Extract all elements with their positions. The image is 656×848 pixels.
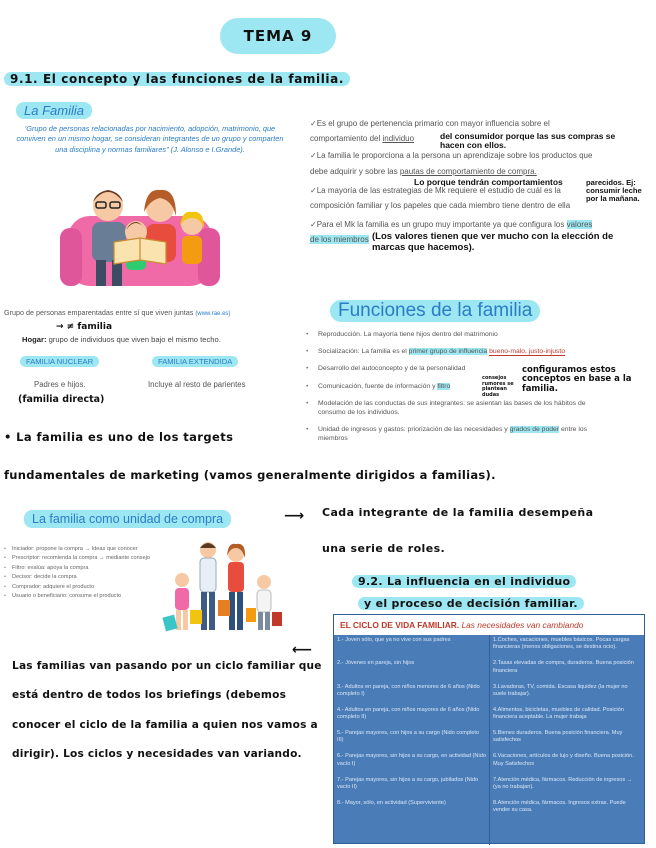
hogar-text: grupo de individuos que viven bajo el mismo techo. xyxy=(46,335,221,344)
cada-integrante-text: Cada integrante de la familia desempeña xyxy=(322,506,594,519)
section-heading-9-1: 9.1. El concepto y las funciones de la familia. xyxy=(4,72,350,86)
miembros-highlight: de los miembros xyxy=(310,235,369,245)
role-item: • Usuario o beneficiario: consume el producto xyxy=(4,593,174,599)
familia-heading: La Familia xyxy=(16,102,92,119)
individuo-link: individuo xyxy=(382,134,415,144)
ciclo-stage: 4.- Adultos en pareja, con niños mayores de 6 años (Nido completo II) xyxy=(337,706,480,721)
serie-roles-text: una serie de roles. xyxy=(322,542,446,555)
sentence-fundamentales: fundamentales de marketing (vamos generalmente dirigidos a familias). xyxy=(4,468,496,482)
resto-text: Incluye al resto de parientes xyxy=(148,380,246,389)
ciclo-need: 3.Lavadoras, TV, comida. Escasa liquidez (la mujer no suele trabajar). xyxy=(493,683,628,697)
arrow-left-icon: ⟵ xyxy=(292,642,313,658)
arrow-right-icon: ⟶ xyxy=(284,508,305,524)
check-item-3: ✓La mayoría de las estrategias de Mk requiere el estudio de cuál es la composición familiar y los papeles que cada miembro tiene dentro de ella parecidos. Ej: consumir leche por la mañana. xyxy=(310,183,650,213)
role-item: • Decisor: decide la compra xyxy=(4,574,174,580)
ciclo-need: 4.Alimentos, bicicletas, muebles de calidad. Posición financiera aceptable. La mujer trabaja xyxy=(493,706,624,721)
role-item: • Iniciador: propone la compra → Ideas que conocer xyxy=(4,546,174,552)
ciclo-need: 5.Bienes duraderos. Buena posición financiera. Muy satisfechos xyxy=(493,730,623,744)
checks-block xyxy=(310,116,650,253)
ciclo-need: 7.Atención médica, fármacos. Reducción de ingresos → (ya no trabajan). xyxy=(493,776,633,791)
note-consumidor: del consumidor porque las sus compras se hacen con ellos. xyxy=(440,131,616,151)
note-valores: (Los valores tienen que ver mucho con la elección de marcas que hacemos). xyxy=(372,231,614,253)
ciclo-need: 8.Atención médica, fármacos. Ingresos extras. Puede vender su casa. xyxy=(493,800,626,814)
role-item: • Prescriptor: recomienda la compra → mediante consejo xyxy=(4,555,174,561)
funcion-item: • Modelación de las conductas de sus integrantes: se asientan las bases de los hábitos de consumo de los individuos. xyxy=(306,399,606,417)
page-title: TEMA 9 xyxy=(220,18,336,54)
ciclo-stage: 1.- Joven sólo, que ya no vive con sus padres xyxy=(337,637,451,643)
hogar-label: Hogar: xyxy=(22,335,47,344)
ciclo-stage: 5.- Parejas mayores, con hijos a su cargo (Nido completo III) xyxy=(337,730,480,744)
sentence-targets: • La familia es uno de los targets xyxy=(4,430,234,444)
shopping-family-illustration xyxy=(150,538,290,642)
note-parecidos: parecidos. Ej: consumir leche por la mañana. xyxy=(586,177,642,204)
role-item: • Comprador: adquiere el producto xyxy=(4,584,174,590)
funcion-item: • Comunicación, fuente de información y filtro xyxy=(306,382,606,391)
familia-nuclear-label: FAMILIA NUCLEAR xyxy=(20,356,99,367)
roles-list xyxy=(4,546,174,602)
ciclo-need: 1.Coches, vacaciones, muebles básicos. Pocas cargas financieras (menos obligaciones, se destina ocio). xyxy=(493,637,630,651)
funcion-item: • Socialización: La familia es el primer grupo de influencia bueno-malo, justo-injusto xyxy=(306,347,606,356)
ciclo-stage: 8.- Mayor, sólo, en actividad (Superviviente) xyxy=(337,800,446,807)
ciclo-stage: 6.- Parejas mayores, sin hijos a su cargo, en actividad (Nido vacío I) xyxy=(337,753,486,767)
section-heading-9-2-line1: 9.2. La influencia en el individuo xyxy=(352,575,576,588)
note-filtro: consejos rumores se plantean dudas xyxy=(482,375,514,398)
role-item: • Filtro: evalúa: apoya la compra xyxy=(4,565,174,571)
unidad-compra-heading: La familia como unidad de compra xyxy=(24,510,231,528)
hogar-definition xyxy=(22,335,221,344)
funcion-item: • Desarrollo del autoconcepto y de la personalidad xyxy=(306,364,606,373)
pautas-link: pautas de comportamiento de compra. xyxy=(399,166,537,176)
note-comportamientos: Lo porque tendrán comportamientos xyxy=(414,177,563,188)
ciclo-stages-column xyxy=(334,635,489,845)
family-illustration xyxy=(60,172,220,292)
ciclo-stage: 2.- Jóvenes en pareja, sin hijos xyxy=(337,660,415,667)
familia-extendida-label: FAMILIA EXTENDIDA xyxy=(152,356,238,367)
grupo-definition xyxy=(4,308,230,317)
ciclo-needs-column xyxy=(489,635,644,845)
valores-highlight: valores xyxy=(566,220,593,230)
ciclo-explanation: Las familias van pasando por un ciclo familiar que está dentro de todos los briefings (debemos conocer el ciclo de la familia a quien nos vamos a dirigir). Los ciclos y necesidades van variando. xyxy=(12,660,322,761)
familia-directa-note: (familia directa) xyxy=(18,394,105,405)
ciclo-stage: 3.- Adultos en pareja, con niños menores de 6 años (Nido completo I) xyxy=(337,683,480,697)
ciclo-vida-title: EL CICLO DE VIDA FAMILIAR. Las necesidades van cambiando xyxy=(334,615,644,635)
ciclo-need: 6.Vacaciones, artículos de lujo y diseño. Buena posición. Muy Satisfechos xyxy=(493,753,634,767)
check-item-1: ✓Es el grupo de pertenencia primario con mayor influencia sobre el comportamiento del individuo del consumidor porque las sus compras se hacen con ellos. xyxy=(310,116,650,146)
note-configuramos: configuramos estos conceptos en base a la familia. xyxy=(522,365,632,394)
check-item-4: ✓Para el Mk la familia es un grupo muy importante ya que configura los valores de los miembros (Los valores tienen que ver mucho con la elección de marcas que hacemos). xyxy=(310,217,650,247)
grupo-text: Grupo de personas emparentadas entre sí que viven juntas xyxy=(4,308,194,317)
padres-text: Padres e hijos. xyxy=(34,380,86,389)
funcion-item: • Unidad de ingresos y gastos: priorización de las necesidades y grados de poder entre los miembros xyxy=(306,425,606,443)
ciclo-stage: 7.- Parejas mayores, sin hijos a su cargo, jubilados (Nido vacío II) xyxy=(337,776,479,791)
ciclo-need: 2.Tasas elevadas de compra, duraderos. Buena posición financiera xyxy=(493,660,634,674)
funcion-item: • Reproducción. La mayoría tiene hijos dentro del matrimonio xyxy=(306,330,606,339)
section-heading-9-2-line2: y el proceso de decisión familiar. xyxy=(358,597,584,610)
note-familia: → ≠ familia xyxy=(56,322,113,332)
ciclo-vida-table xyxy=(333,614,645,844)
funciones-heading: Funciones de la familia xyxy=(330,300,540,322)
rae-link[interactable]: (www.rae.es) xyxy=(195,311,231,317)
check-item-2: ✓La familia le proporciona a la persona un aprendizaje sobre los productos que debe adquirir y sobre las pautas de comportamiento de compra. Lo porque tendrán comportamientos xyxy=(310,148,650,178)
familia-quote: 'Grupo de personas relacionadas por nacimiento, adopción, matrimonio, que conviven en un mismo hogar, se consideran integrantes de un grupo y comparten una disciplina y normas familiares" (J. Alonso e I.Grande). xyxy=(16,124,284,154)
